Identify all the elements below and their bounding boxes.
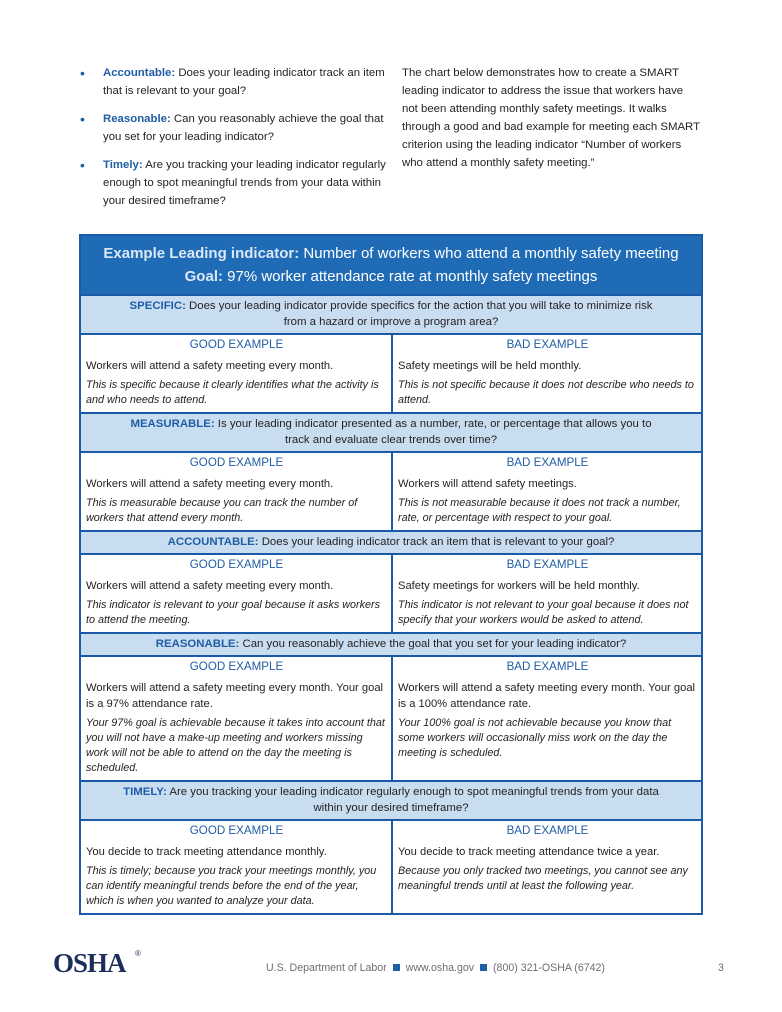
bullet-dot-icon: • — [80, 111, 85, 127]
good-example-cell — [81, 821, 391, 913]
good-example-note: Your 97% goal is achievable because it takes into account that you will not have a make-up meeting and workers missing work will not be able to attend on the day the meeting is scheduled. — [86, 717, 385, 774]
bad-example-note: This is not measurable because it does not track a number, rate, or percentage with respect to your goal. — [398, 497, 681, 524]
good-example-note: This is measurable because you can track the number of workers that attend every month. — [86, 497, 358, 524]
table-header — [81, 236, 701, 294]
smart-example-table — [79, 234, 703, 915]
bad-example-note: This indicator is not relevant to your goal because it does not specify that your workers would be asked to attend. — [398, 599, 689, 626]
good-example-cell — [81, 555, 391, 632]
criterion-term: REASONABLE: — [155, 638, 240, 650]
criterion-term: SPECIFIC: — [129, 300, 186, 312]
bullet-timely — [78, 156, 388, 210]
bad-example-text: Safety meetings for workers will be held monthly. — [398, 580, 640, 592]
bad-example-cell — [391, 555, 701, 632]
bullet-dot-icon: • — [80, 157, 85, 173]
bullet-term: Timely: — [103, 159, 143, 171]
bad-example-heading: BAD EXAMPLE — [506, 660, 589, 673]
example-row — [81, 555, 701, 632]
logo-wordmark: OSHA — [53, 948, 126, 978]
good-example-note: This is timely; because you track your meetings monthly, you can identify meaningful trends before the end of the year, which is when you wanted to analyze your data. — [86, 865, 377, 907]
bad-example-note: Your 100% goal is not achievable because you know that some workers will occasionally miss work on the day the meeting is scheduled. — [398, 717, 672, 759]
good-example-heading: GOOD EXAMPLE — [189, 824, 284, 837]
bullet-reasonable — [78, 110, 388, 146]
good-example-cell — [81, 453, 391, 530]
criterion-row — [81, 632, 701, 657]
good-example-text: Workers will attend a safety meeting every month. — [86, 580, 334, 592]
bad-example-note: Because you only tracked two meetings, you cannot see any meaningful trends until at least the following year. — [398, 865, 688, 892]
header-goal-label: Goal: — [184, 268, 223, 285]
smart-bullet-list — [78, 64, 388, 220]
good-example-heading: GOOD EXAMPLE — [189, 660, 284, 673]
criterion-row — [81, 780, 701, 821]
good-example-cell — [81, 335, 391, 412]
good-example-heading: GOOD EXAMPLE — [189, 456, 284, 469]
criterion-row — [81, 412, 701, 453]
criterion-question: Are you tracking your leading indicator regularly enough to spot meaningful trends from your data within your desired timeframe? — [169, 786, 659, 814]
header-goal-line — [91, 265, 691, 288]
bad-example-cell — [391, 335, 701, 412]
bad-example-text: Safety meetings will be held monthly. — [398, 360, 582, 372]
bullet-text: Does your leading indicator track an item that is relevant to your goal? — [103, 67, 385, 97]
bullet-accountable — [78, 64, 388, 100]
good-example-note: This indicator is relevant to your goal because it asks workers to attend the meeting. — [86, 599, 381, 626]
criterion-row — [81, 530, 701, 555]
header-indicator-text: Number of workers who attend a monthly safety meeting — [303, 245, 679, 262]
good-example-heading: GOOD EXAMPLE — [189, 338, 284, 351]
bad-example-text: You decide to track meeting attendance twice a year. — [398, 846, 660, 858]
registered-mark: ® — [135, 949, 141, 958]
bad-example-cell — [391, 821, 701, 913]
example-row — [81, 453, 701, 530]
bad-example-heading: BAD EXAMPLE — [506, 824, 589, 837]
bad-example-heading: BAD EXAMPLE — [506, 456, 589, 469]
good-example-text: Workers will attend a safety meeting every month. — [86, 360, 334, 372]
footer-department: U.S. Department of Labor — [266, 962, 387, 974]
bullet-term: Accountable: — [103, 67, 176, 79]
bullet-dot-icon: • — [80, 65, 85, 81]
footer-website[interactable]: www.osha.gov — [405, 962, 475, 974]
bad-example-text: Workers will attend safety meetings. — [398, 478, 577, 490]
table-sections — [81, 294, 701, 913]
intro-paragraph: The chart below demonstrates how to create a SMART leading indicator to address the issue that workers have not been attending monthly safety meetings. It walks through a good and bad example for meeting each SMART criterion using the leading indicator “Number of workers who attend a monthly safety meeting.” — [402, 67, 700, 169]
criterion-question: Is your leading indicator presented as a number, rate, or percentage that allows you to track and evaluate clear trends over time? — [217, 418, 652, 446]
good-example-cell — [81, 657, 391, 780]
example-row — [81, 821, 701, 913]
footer-contact — [266, 962, 605, 974]
example-row — [81, 335, 701, 412]
good-example-text: Workers will attend a safety meeting every month. Your goal is a 97% attendance rate. — [86, 682, 384, 710]
osha-logo — [53, 949, 143, 977]
example-row — [81, 657, 701, 780]
criterion-question: Can you reasonably achieve the goal that you set for your leading indicator? — [242, 638, 627, 650]
bullet-term: Reasonable: — [103, 113, 171, 125]
page-number: 3 — [718, 962, 724, 974]
criterion-question: Does your leading indicator provide specifics for the action that you will take to minimize risk from a hazard or improve a program area? — [189, 300, 653, 328]
header-goal-text: 97% worker attendance rate at monthly safety meetings — [227, 268, 598, 285]
intro-section — [78, 64, 702, 214]
header-indicator-line — [91, 242, 691, 265]
bullet-text: Are you tracking your leading indicator regularly enough to spot meaningful trends from your data within your desired timeframe? — [103, 159, 386, 207]
criterion-row — [81, 294, 701, 335]
bullet-text: Can you reasonably achieve the goal that you set for your leading indicator? — [103, 113, 384, 143]
criterion-question: Does your leading indicator track an item that is relevant to your goal? — [261, 536, 615, 548]
square-bullet-icon — [480, 964, 487, 971]
bad-example-cell — [391, 657, 701, 780]
bad-example-heading: BAD EXAMPLE — [506, 558, 589, 571]
good-example-heading: GOOD EXAMPLE — [189, 558, 284, 571]
bad-example-note: This is not specific because it does not describe who needs to attend. — [398, 379, 694, 406]
header-indicator-label: Example Leading indicator: — [103, 245, 300, 262]
bad-example-text: Workers will attend a safety meeting every month. Your goal is a 100% attendance rate. — [398, 682, 696, 710]
good-example-note: This is specific because it clearly identifies what the activity is and who needs to attend. — [86, 379, 379, 406]
criterion-term: ACCOUNTABLE: — [167, 536, 259, 548]
good-example-text: Workers will attend a safety meeting every month. — [86, 478, 334, 490]
bad-example-heading: BAD EXAMPLE — [506, 338, 589, 351]
good-example-text: You decide to track meeting attendance monthly. — [86, 846, 327, 858]
bad-example-cell — [391, 453, 701, 530]
criterion-term: TIMELY: — [123, 786, 167, 798]
footer-phone: (800) 321-OSHA (6742) — [493, 962, 605, 974]
square-bullet-icon — [393, 964, 400, 971]
criterion-term: MEASURABLE: — [130, 418, 215, 430]
